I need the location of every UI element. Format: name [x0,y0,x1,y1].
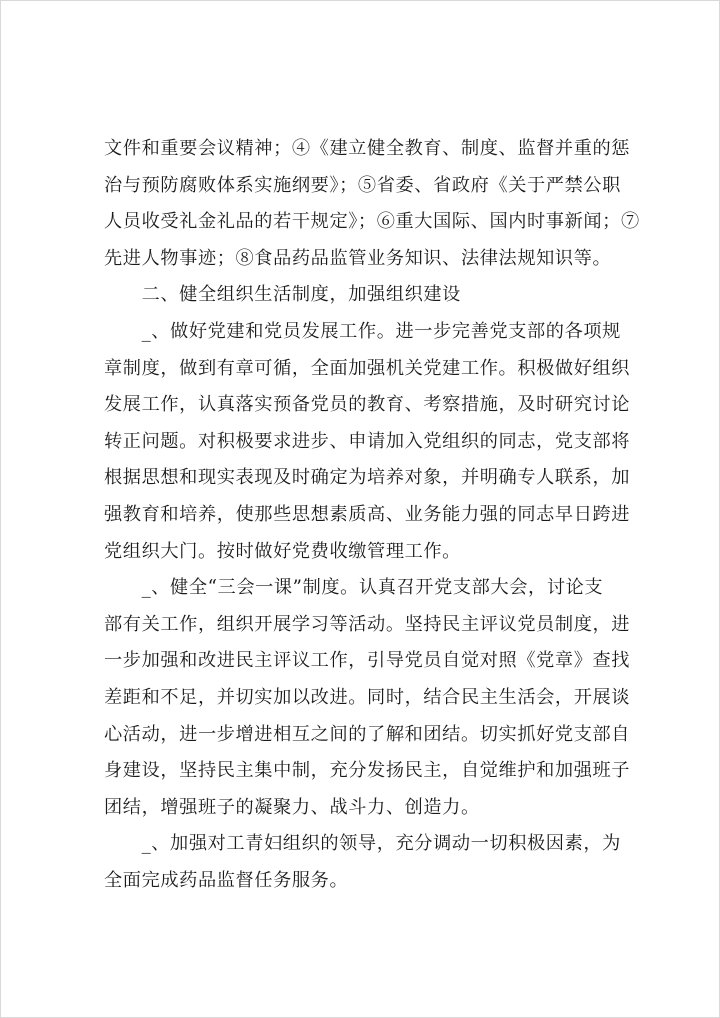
text-line: _、健全“三会一课”制度。认真召开党支部大会，讨论支 [104,577,604,599]
text-line: 差距和不足，并切实加以改进。同时，结合民主生活会，开展谈 [104,686,631,708]
text-line: 根据思想和现实表现及时确定为培养对象，并明确专人联系，加 [104,467,631,489]
text-line: 治与预防腐败体系实施纲要》；⑤省委、省政府《关于严禁公职 [104,174,621,196]
text-line: 文件和重要会议精神；④《建立健全教育、制度、监督并重的惩 [104,138,631,159]
text-line: _、加强对工青妇组织的领导，充分调动一切积极因素，为 [104,833,621,855]
text-line: 部有关工作，组织开展学习等活动。坚持民主评议党员制度，进 [104,613,631,635]
document-body [104,131,640,899]
text-line: 一步加强和改进民主评议工作，引导党员自觉对照《党章》查找 [104,650,631,672]
text-line: 发展工作，认真落实预备党员的教育、考察措施，及时研究讨论 [104,394,631,416]
text-line: 身建设，坚持民主集中制，充分发扬民主，自觉维护和加强班子 [104,760,631,782]
text-line: 强教育和培养，使那些思想素质高、业务能力强的同志早日跨进 [104,503,631,525]
text-line: 全面完成药品监督任务服务。 [104,869,349,891]
text-line: 人员收受礼金礼品的若干规定》；⑥重大国际、国内时事新闻；⑦ [104,211,640,233]
text-line: 党组织大门。按时做好党费收缴管理工作。 [104,540,461,562]
text-line: _、做好党建和党员发展工作。进一步完善党支部的各项规 [104,320,621,342]
section-heading: 二、健全组织生活制度，加强组织建设 [104,284,461,306]
text-line: 心活动，进一步增进相互之间的了解和团结。切实抓好党支部自 [104,723,631,745]
text-line: 先进人物事迹；⑧食品药品监管业务知识、法律法规知识等。 [104,247,612,269]
text-line: 转正问题。对积极要求进步、申请加入党组织的同志，党支部将 [104,430,631,452]
text-line: 章制度，做到有章可循，全面加强机关党建工作。积极做好组织 [104,357,631,379]
text-line: 团结，增强班子的凝聚力、战斗力、创造力。 [104,796,480,818]
